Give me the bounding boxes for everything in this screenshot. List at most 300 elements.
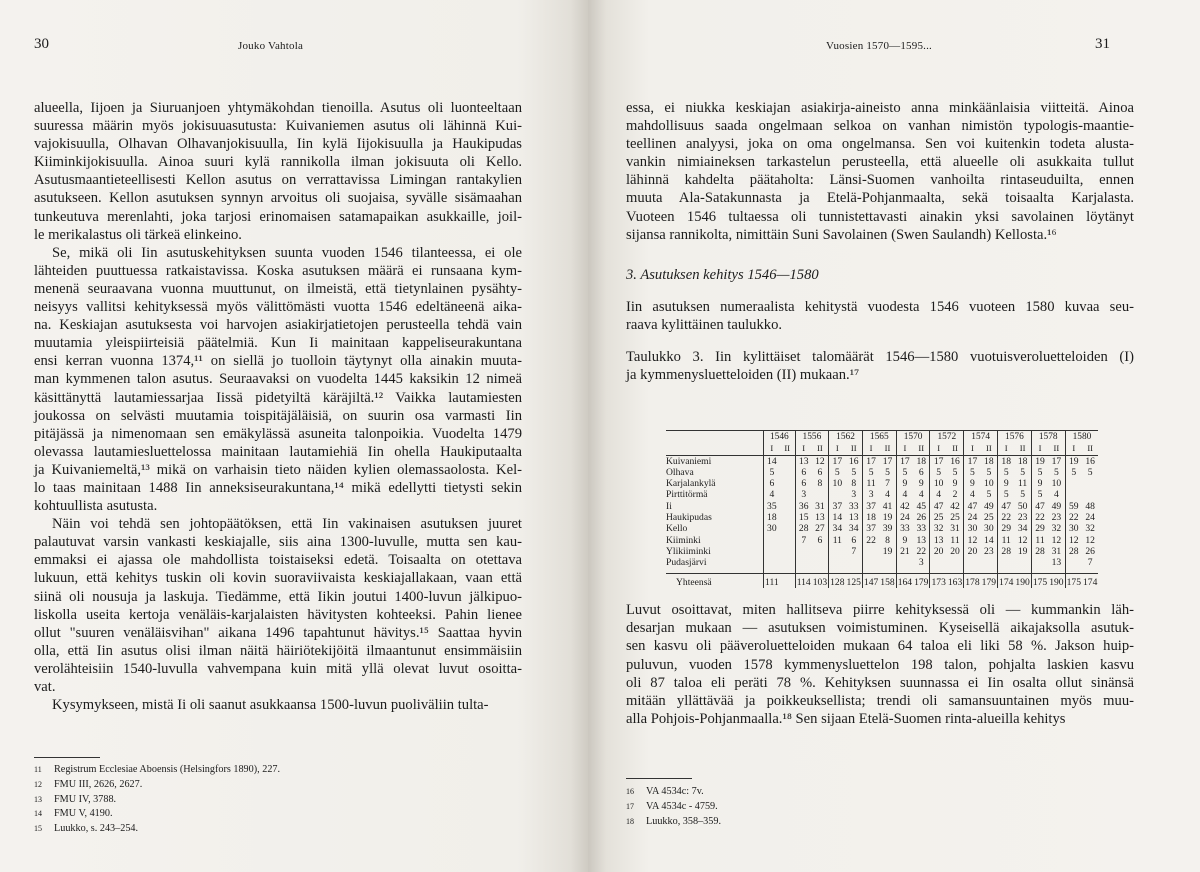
table-row: [666, 557, 1098, 568]
table-cell: 111: [764, 573, 780, 588]
table-year-header: 1572: [930, 431, 964, 444]
table-cell: 34: [1017, 523, 1028, 535]
text-line: menenä seuraavana vuonna muuttunut, on ilmeistä, että tietynlainen pysähty-: [34, 280, 522, 297]
left-page: [0, 0, 588, 872]
text-line: Vuoteen 1546 tultaessa oli tunnistettavasti ainakin yksi savolainen löytänyt: [626, 208, 1134, 225]
text-line: käsittänyttä lautamiessarjaa Iissä pidetyiltä käräjiltä.¹² Vaikka lautamiesten: [34, 389, 522, 406]
table-cell: 30: [964, 523, 981, 534]
text-line: Asutusmaantieteellisesti Kellon asutus on verrattavissa Limingan rantakylien: [34, 172, 522, 189]
footnote-text: VA 4534c: 7v.: [646, 786, 704, 797]
table-cell: 33: [896, 523, 913, 534]
footnote: [34, 763, 484, 778]
table-year-header: 1546: [764, 431, 796, 444]
table-cell: [780, 455, 796, 467]
table-cell: 18: [998, 455, 1015, 467]
text-line: sen kasvu oli pääveroluetteloiden mukaan 64 taloa eli liki 58 %. Jakson huip-: [626, 638, 1134, 655]
table-cell: 17: [882, 455, 893, 467]
text-line: palautuvat varsin vankasti keskiajalle, siis aina 1300-luvulle, mutta sen kau-: [34, 534, 522, 551]
table-cell: 42: [950, 500, 960, 512]
table-year-header: 1578: [1031, 431, 1065, 444]
table-cell: [780, 546, 796, 557]
table-cell: 11: [862, 478, 879, 489]
table-cell: 4: [885, 489, 890, 501]
table-cell: 26: [1085, 545, 1095, 557]
table-cell: 175: [1031, 573, 1048, 588]
table-cell: [829, 489, 846, 500]
text-line: teellinen analyysi, joka on oma ongelmansa. Sen voi kuitenkin todeta alusta-: [626, 136, 1134, 153]
footnote-text: VA 4534c - 4759.: [646, 800, 718, 812]
table-subheader: I: [1031, 443, 1048, 455]
table-subheader: II: [1014, 443, 1031, 455]
text-line: Näin voi tehdä sen johtopäätöksen, että Iin vakinaisen asutuksen juuret: [52, 516, 522, 533]
table-year-header: 1576: [998, 431, 1032, 444]
table-cell: 35: [764, 501, 780, 512]
text-line: Iin asutuksen numeraalista kehitystä vuodesta 1546 vuoteen 1580 kuvaa seu-: [626, 298, 1134, 315]
table-cell: 9: [896, 535, 913, 546]
table-cell: 4: [918, 489, 924, 501]
text-line: joukossa on selvästi muutamia toispitäjäläisiä, on suurin osa varmasti Iin: [34, 407, 522, 424]
table-cell: [780, 535, 796, 546]
table-cell: 22: [998, 512, 1015, 523]
text-line: na. Keskiajan asutuksesta voi harvojen asiakirjatietojen perusteella tehdä vain: [34, 317, 522, 334]
table-cell: 11: [1017, 478, 1028, 490]
table-cell: 41: [882, 500, 893, 512]
text-line: man kymmenen talon asutus. Seuraavaksi on vuodelta 1445 kaksikin 12 nimeä: [34, 371, 522, 388]
table-cell: 14: [764, 455, 780, 467]
table-cell: 4: [964, 489, 981, 500]
text-line: asutukseen. Kellon asutuksen synnyn arvoitus oli suojaisa, syvälle sisämaahan: [34, 190, 522, 207]
text-line: essa, ei niukka keskiajan asiakirja-aineisto anna minkäänlaisia viitteitä. Ainoa: [626, 100, 1134, 116]
table-year-header: 1565: [862, 431, 896, 444]
table-cell: 26: [916, 512, 927, 524]
table-year-row: [666, 431, 1098, 444]
table-cell: 5: [896, 467, 913, 478]
table-cell: 22: [862, 535, 879, 546]
table-cell: 9: [1031, 478, 1048, 489]
footnote: [626, 785, 1026, 800]
table-cell: 7: [795, 535, 812, 546]
table-cell: 31: [1051, 545, 1062, 557]
table-cell: 163: [947, 573, 964, 588]
paragraph: [34, 244, 522, 515]
table-subheader: II: [1048, 443, 1065, 455]
caption-line: ja kymmenysluetteloiden (II) mukaan.¹⁷: [626, 367, 860, 384]
table-cell: 158: [879, 573, 896, 588]
table-row-label: Karjalankylä: [666, 478, 716, 490]
table-cell: 12: [1017, 534, 1028, 546]
table-row: [666, 523, 1098, 534]
table-cell: [780, 557, 796, 568]
table-cell: 29: [1031, 523, 1048, 534]
settlement-table: [666, 430, 1106, 588]
text-line: emmaksi ei ajassa ole mahdollista toistaiseksi edetä. Toisaalta on otettava: [34, 552, 522, 569]
table-year-header: 1562: [829, 431, 863, 444]
footnote-mark: 18: [626, 816, 634, 826]
table-row-label: Kello: [666, 523, 688, 535]
table-cell: 18: [916, 455, 927, 467]
footnote-text: Luukko, 358–359.: [646, 815, 721, 827]
table-row-label: Kiiminki: [666, 534, 701, 546]
table-cell: 21: [896, 546, 913, 557]
table-cell: 190: [1014, 573, 1031, 588]
table-cell: 8: [817, 478, 823, 490]
text-line: muuta Ala-Satakunnasta ja Etelä-Pohjanmaalta, sekä toisaalta Karjalasta.: [626, 190, 1134, 207]
table-subheader: I: [1065, 443, 1082, 455]
table-cell: 5: [986, 466, 992, 478]
table-cell: 128: [829, 573, 846, 588]
table-cell: 17: [862, 455, 879, 467]
table-cell: [947, 557, 964, 568]
table-cell: 18: [764, 512, 780, 523]
table-cell: [764, 557, 780, 568]
text-line: olla, että Iin asutus olisi ilman näitä häiriötekijöitä ilmaantunut ensimmäisiin: [34, 642, 522, 659]
table-cell: 7: [851, 545, 857, 557]
table-cell: 48: [1085, 500, 1095, 512]
section-heading: 3. Asutuksen kehitys 1546—1580: [626, 266, 819, 283]
table-cell: [930, 557, 947, 568]
table-cell: 5: [1020, 489, 1026, 501]
table-cell: 18: [984, 455, 994, 467]
table-cell: 28: [998, 546, 1015, 557]
text-line: pitäjässä ja nimenomaan sen emäkylässä asuneita talonpoikia. Vuodelta 1479: [34, 425, 522, 442]
table-cell: 6: [817, 534, 823, 546]
table-cell: 15: [795, 512, 812, 523]
table-cell: 19: [1017, 545, 1028, 557]
text-line: oli 87 taloa eli peräti 78 %. Kehityksen suunnassa ei Iin osalta ollut sinänsä: [626, 674, 1134, 691]
table-cell: 5: [862, 467, 879, 478]
table-cell: 49: [1051, 500, 1062, 512]
footnote-mark: 13: [34, 794, 42, 804]
table-cell: 49: [984, 500, 994, 512]
text-line: mahdollisuus saada ongelmaan selkoa on vanhan nimistön typologis-maantie-: [626, 118, 1134, 135]
table-cell: [1082, 478, 1098, 489]
section-paragraph: [626, 298, 1134, 334]
text-line: lo taas mainitaan 1488 Iin anneksiseurakuntana,¹⁴ mikä edellytti tietysti sekin: [34, 479, 522, 496]
table-subheader: I: [795, 443, 812, 455]
table-row-label: Haukipudas: [666, 512, 712, 524]
text-line: Kysymykseen, mistä Ii oli saanut asukkaansa 1500-luvun puoliväliin tulta-: [52, 697, 489, 714]
table-cell: [846, 557, 863, 568]
table-cell: 179: [913, 573, 930, 588]
table-subheader: I: [829, 443, 846, 455]
table-cell: 10: [829, 478, 846, 489]
table-subheader: II: [1082, 443, 1098, 455]
table-cell: 25: [950, 512, 960, 524]
table-cell: 33: [848, 500, 859, 512]
table-grid: [666, 430, 1098, 588]
table-cell: 3: [795, 489, 812, 500]
table-cell: 24: [964, 512, 981, 523]
table-cell: 14: [829, 512, 846, 523]
table-cell: 19: [882, 512, 893, 524]
table-cell: 17: [930, 455, 947, 467]
caption-line: Taulukko 3. Iin kylittäiset talomäärät 1546—1580 vuotuisveroluetteloiden (I): [626, 349, 1134, 366]
table-cell: 24: [896, 512, 913, 523]
table-cell: 4: [1054, 489, 1059, 501]
table-cell: 17: [964, 455, 981, 467]
table-cell: [829, 546, 846, 557]
table-subheader-row: [666, 443, 1098, 455]
table-cell: [1082, 489, 1098, 500]
table-cell: 45: [916, 500, 927, 512]
table-caption: [626, 348, 1134, 384]
text-line: ensi kerran vuonna 1374,¹¹ on siellä jo tuolloin täytynyt olla ainakin muuta-: [34, 353, 522, 370]
table-cell: [764, 546, 780, 557]
table-cell: 20: [964, 546, 981, 557]
table-subheader: I: [964, 443, 981, 455]
table-cell: 5: [1020, 466, 1026, 478]
table-cell: [879, 557, 896, 568]
table-row-label: Ylikiiminki: [666, 545, 711, 557]
table-cell: 34: [829, 523, 846, 534]
table-subheader: II: [913, 443, 930, 455]
table-cell: [780, 501, 796, 512]
footnote-mark: 15: [34, 824, 42, 834]
table-cell: 23: [1051, 512, 1062, 524]
text-line: mitään yllättävää ja poikkeuksellista; trendi oli samansuuntainen myös muu-: [626, 692, 1134, 709]
table-cell: 22: [1031, 512, 1048, 523]
table-cell: [780, 478, 796, 489]
table-cell: 6: [851, 534, 857, 546]
table-subheader: II: [947, 443, 964, 455]
table-cell: 4: [764, 489, 780, 500]
table-cell: [1065, 489, 1082, 500]
footnote: [626, 815, 1026, 830]
table-cell: [964, 557, 981, 568]
table-cell: 12: [1085, 534, 1095, 546]
table-cell: 4: [930, 489, 947, 500]
table-row: [666, 501, 1098, 512]
table-cell: 28: [795, 523, 812, 534]
text-line: desarjan mukaan — asutuksen voimistuminen. Kyseisellä aikajaksolla asutuk-: [626, 620, 1134, 637]
table-cell: 17: [1051, 455, 1062, 467]
table-cell: 11: [998, 535, 1015, 546]
table-cell: 5: [998, 489, 1015, 500]
table-cell: [764, 535, 780, 546]
text-line: liskolla useita kertoja venäläis-karjalaisten hävitysten kohteeksi. Pahin lienee: [34, 606, 522, 623]
text-line: kohtuullista asutusta.: [34, 498, 158, 515]
footnote-text: Registrum Ecclesiae Aboensis (Helsingfors 1890), 227.: [54, 764, 281, 775]
paragraph: [34, 515, 522, 696]
table-cell: [780, 512, 796, 523]
table-cell: 2: [952, 489, 958, 501]
footnote: [34, 793, 484, 808]
table-cell: 7: [885, 478, 890, 490]
table-cell: 59: [1065, 501, 1082, 512]
table-cell: 11: [950, 534, 960, 546]
table-cell: [1065, 478, 1082, 489]
text-line: puluvun, vuoden 1578 kymmenysluettelon 198 talon, pohjalta laskien kasvu: [626, 656, 1134, 673]
table-cell: 13: [848, 512, 859, 524]
footnote-mark: 12: [34, 779, 42, 789]
table-cell: 34: [848, 523, 859, 535]
table-cell: 13: [1051, 557, 1062, 569]
table-cell: 5: [1054, 466, 1059, 478]
table-cell: 30: [984, 523, 994, 535]
table-cell: 37: [862, 523, 879, 534]
table-cell: [998, 557, 1015, 568]
text-line: Luvut osoittavat, miten hallitseva piirre kehityksessä oli — kummankin läh-: [626, 602, 1134, 619]
table-row: [666, 512, 1098, 523]
table-year-header: 1570: [896, 431, 930, 444]
text-line: tunkeutuva merenlahti, joka tarjosi erinomaisen satamapaikan asukkaille, joil-: [34, 208, 522, 225]
table-cell: [795, 557, 812, 568]
table-cell: 9: [964, 478, 981, 489]
table-cell: 11: [1031, 535, 1048, 546]
table-cell: [780, 573, 796, 588]
table-cell: 5: [930, 467, 947, 478]
table-cell: 173: [930, 573, 947, 588]
table-cell: 10: [984, 478, 994, 490]
text-line: lukuun, että kehitys tuskin oli kovin suoraviivaista keskiajallakaan, vaan että: [34, 570, 522, 587]
footnote: [34, 778, 484, 793]
table-cell: 12: [815, 455, 825, 467]
table-cell: 9: [952, 478, 958, 490]
table-row-label: Olhava: [666, 466, 694, 478]
table-row-label: Pudasjärvi: [666, 557, 707, 569]
table-cell: 5: [1031, 489, 1048, 500]
table-cell: 174: [1082, 573, 1098, 588]
table-cell: 178: [964, 573, 981, 588]
text-line: alueella, Iijoen ja Siuruanjoen yhtymäkohdan tienoilla. Asutus oli luonteeltaan: [34, 100, 522, 116]
table-cell: 23: [984, 545, 994, 557]
table-year-header: 1556: [795, 431, 828, 444]
table-cell: 28: [1065, 546, 1082, 557]
table-cell: 36: [795, 501, 812, 512]
text-line: olevassa lautamiesluettelossa mainitaan lautamiehiä Iin ohella Haukiputaalta: [34, 443, 522, 460]
table-cell: 13: [815, 512, 825, 524]
paragraph: [34, 99, 522, 244]
table-cell: 103: [812, 573, 829, 588]
text-line: Se, mikä oli Iin asutuskehityksen suunta vuoden 1546 tilanteessa, ei ole: [52, 244, 522, 261]
table-cell: 5: [829, 467, 846, 478]
table-row-label: Kuivaniemi: [666, 455, 712, 467]
table-subheader: II: [981, 443, 998, 455]
table-cell: 3: [918, 557, 924, 569]
table-cell: 190: [1048, 573, 1065, 588]
table-cell: 147: [862, 573, 879, 588]
table-cell: 5: [851, 466, 857, 478]
table-corner: [666, 431, 764, 444]
table-row: [666, 455, 1098, 467]
table-cell: 33: [916, 523, 927, 535]
table-cell: 12: [964, 535, 981, 546]
table-cell: 16: [848, 455, 859, 467]
table-cell: [981, 557, 998, 568]
table-cell: [780, 489, 796, 500]
table-cell: 32: [930, 523, 947, 534]
table-body: [666, 455, 1098, 588]
table-cell: 17: [896, 455, 913, 467]
table-cell: 5: [1031, 467, 1048, 478]
table-cell: 3: [851, 489, 857, 501]
footnote-mark: 14: [34, 809, 42, 819]
table-cell: 6: [817, 466, 823, 478]
footnote-rule-right: [626, 778, 692, 779]
table-cell: 39: [882, 523, 893, 535]
table-cell: 3: [862, 489, 879, 500]
table-cell: 22: [1065, 512, 1082, 523]
table-cell: 6: [795, 478, 812, 489]
text-line: siinä oli nousuja ja laskuja. Tiedämme, että Iikin joutui 1400-luvun jälkipuo-: [34, 588, 522, 605]
table-cell: 37: [862, 501, 879, 512]
table-cell: 18: [862, 512, 879, 523]
footnotes-right: [626, 785, 1026, 829]
table-subheader: I: [764, 443, 780, 455]
table-cell: 4: [896, 489, 913, 500]
table-cell: 20: [930, 546, 947, 557]
table-cell: 27: [815, 523, 825, 535]
table-cell: 13: [916, 534, 927, 546]
table-cell: 32: [1051, 523, 1062, 535]
table-cell: 5: [885, 466, 890, 478]
table-cell: 25: [984, 512, 994, 524]
table-cell: 5: [1087, 466, 1093, 478]
table-cell: 5: [964, 467, 981, 478]
running-head-left: Jouko Vahtola: [238, 40, 304, 52]
text-line: lähteiden puuttuessa ratkaistavissa. Koska asutuksen määrä ei runsaana kym-: [34, 262, 522, 279]
table-cell: [896, 557, 913, 568]
table-cell: 5: [1065, 467, 1082, 478]
footnote-text: Luukko, s. 243–254.: [54, 823, 139, 835]
table-cell: [862, 557, 879, 568]
table-subheader: I: [862, 443, 879, 455]
table-cell: 31: [815, 500, 825, 512]
table-cell: 125: [846, 573, 863, 588]
footnote: [626, 800, 1026, 815]
footnote-mark: 16: [626, 787, 634, 796]
table-cell: 20: [950, 545, 960, 557]
running-head-right: Vuosien 1570—1595...: [826, 40, 933, 52]
table-cell: 19: [1065, 455, 1082, 467]
page-number-right: 31: [1095, 36, 1110, 52]
table-row: [666, 489, 1098, 500]
table-row-label: Yhteensä: [666, 573, 764, 588]
table-row: [666, 546, 1098, 557]
table-cell: 9: [998, 478, 1015, 489]
text-line: Kiiminkijokisuulla. Ainoa suuri kylä rannikolla ilman jokisuuta oli Kello.: [34, 154, 522, 171]
table-cell: [780, 467, 796, 478]
table-cell: 16: [950, 455, 960, 467]
text-line: suuressa määrin myös jokisuuasutusta: Kuivaniemen asutus oli lähinnä Kui-: [34, 118, 522, 135]
left-body-text: [34, 99, 522, 714]
footnote-text: FMU III, 2626, 2627.: [54, 778, 143, 790]
table-cell: 23: [1017, 512, 1028, 524]
table-cell: 22: [916, 545, 927, 557]
table-cell: 29: [998, 523, 1015, 534]
text-line: raava kylittäinen taulukko.: [626, 316, 783, 333]
table-cell: 32: [1085, 523, 1095, 535]
table-cell: 14: [984, 534, 994, 546]
table-cell: 18: [1017, 455, 1028, 467]
table-cell: [1014, 557, 1031, 568]
table-subheader: II: [846, 443, 863, 455]
table-cell: 16: [1085, 455, 1095, 467]
footnote-mark: 11: [34, 765, 42, 774]
table-cell: [780, 523, 796, 534]
table-cell: 9: [896, 478, 913, 489]
text-line: vajokisuulla, Olhavan Olhavanjokisuulla, Iin kylä Iijokisuulla ja Haukipudas: [34, 136, 522, 153]
table-cell: 6: [795, 467, 812, 478]
table-cell: 28: [1031, 546, 1048, 557]
table-cell: 12: [1065, 535, 1082, 546]
table-cell: 5: [998, 467, 1015, 478]
table-cell: 13: [795, 455, 812, 467]
table-cell: 50: [1017, 500, 1028, 512]
footnote: [34, 807, 484, 822]
table-cell: 6: [918, 466, 924, 478]
table-cell: [1031, 557, 1048, 568]
